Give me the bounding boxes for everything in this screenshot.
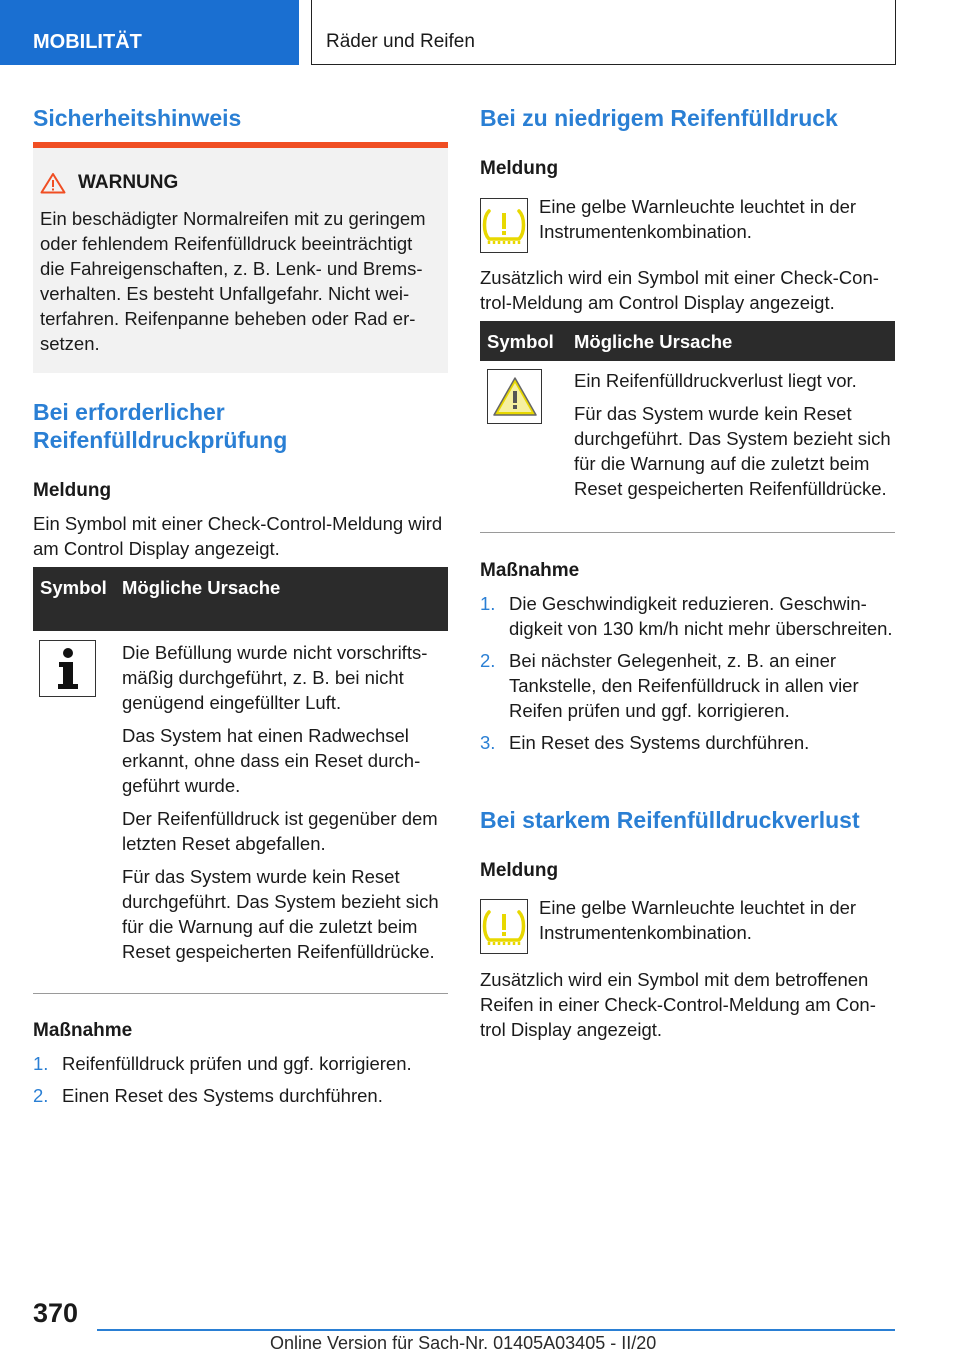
right-lamp-row-2 bbox=[480, 895, 895, 954]
chapter-tab[interactable]: MOBILITÄT bbox=[0, 0, 299, 65]
left-cause-2: Das System hat einen Radwechsel erkannt, ohne dass ein Reset durchgeführt wurde. bbox=[122, 725, 421, 796]
left-steps bbox=[33, 1051, 448, 1115]
left-meldung: Meldung bbox=[33, 480, 112, 501]
right-cause-2: Für das System wurde kein Reset durchgeführt. Das System bezieht sich für die Warnung auf die zuletzt beim Reset gespeicherten Reifenfülldrücke. bbox=[574, 403, 891, 499]
left-table-head-symbol: Symbol bbox=[40, 577, 107, 598]
left-table-head-cause: Mögliche Ursache bbox=[122, 577, 281, 598]
right-table-head bbox=[480, 321, 895, 361]
warning-text: Ein beschädigter Normalreifen mit zu geringem oder fehlendem Reifenfülldruck beeinträchtigt die Fahreigenschaften, z. B. Lenk- und Bremsverhalten. Es besteht Unfallgefahr. Nicht weiterfahren. Reifenpanne beheben oder Rad ersetzen. bbox=[40, 208, 426, 354]
right-meldung: Meldung bbox=[480, 158, 559, 179]
strong-loss-title: Bei starkem Reifenfülldruckverlust bbox=[480, 807, 860, 833]
right-lamp-row bbox=[480, 194, 895, 253]
right-massnahme: Maßnahme bbox=[480, 560, 580, 581]
tpms-warning-icon bbox=[480, 198, 528, 253]
list-item: 2. Einen Reset des Systems durchführen. bbox=[33, 1085, 383, 1106]
warning-box bbox=[33, 142, 448, 373]
right-cause-1: Ein Reifenfülldruckverlust liegt vor. bbox=[574, 370, 857, 391]
left-cause-1: Die Befüllung wurde nicht vorschriftsmäßig durchgeführt, z. B. bei nicht genügend eingefüllter Luft. bbox=[122, 642, 428, 713]
right-additional: Zusätzlich wird ein Symbol mit einer Check-Control-Meldung am Control Display angezeigt. bbox=[480, 267, 879, 313]
list-item: 1. Reifenfülldruck prüfen und ggf. korrigieren. bbox=[33, 1053, 412, 1074]
right-steps bbox=[480, 591, 895, 762]
footer-divider bbox=[97, 1329, 895, 1331]
safety-title: Sicherheitshinweis bbox=[33, 105, 242, 131]
right-table-head-cause: Mögliche Ursache bbox=[574, 331, 733, 352]
left-massnahme: Maßnahme bbox=[33, 1020, 133, 1041]
left-table-head bbox=[33, 567, 448, 631]
left-intro: Ein Symbol mit einer Check-Control-Meldung wird am Control Display angezeigt. bbox=[33, 513, 443, 559]
right-meldung-2: Meldung bbox=[480, 860, 559, 881]
left-cause-4: Für das System wurde kein Reset durchgeführt. Das System bezieht sich für die Warnung auf die zuletzt beim Reset gespeicherten Reifenfülldrücke. bbox=[122, 866, 439, 962]
right-table-head-symbol: Symbol bbox=[487, 331, 554, 352]
section-header: Räder und Reifen bbox=[311, 0, 896, 65]
tpms-warning-icon bbox=[480, 899, 528, 954]
check-title: Bei erforderlicher Reifenfülldruckprüfung bbox=[33, 399, 288, 453]
list-item: 2. Bei nächster Gelegenheit, z. B. an einer Tankstelle, den Reifenfülldruck in allen vier Reifen prüfen und ggf. korrigieren. bbox=[480, 650, 859, 721]
left-cause-3: Der Reifenfülldruck ist gegenüber dem letzten Reset abgefallen. bbox=[122, 808, 438, 854]
info-icon bbox=[39, 640, 96, 697]
yellow-triangle-icon bbox=[487, 369, 542, 424]
right-lamp-text-2: Eine gelbe Warnleuchte leuchtet in der Instrumentenkombination. bbox=[539, 897, 857, 943]
warning-triangle-icon bbox=[40, 172, 66, 194]
right-lamp-text: Eine gelbe Warnleuchte leuchtet in der Instrumentenkombination. bbox=[539, 196, 857, 242]
left-table-row bbox=[33, 631, 448, 994]
low-pressure-title: Bei zu niedrigem Reifenfülldruck bbox=[480, 105, 838, 131]
warning-label: WARNUNG bbox=[78, 172, 179, 193]
list-item: 1. Die Geschwindigkeit reduzieren. Geschwindigkeit von 130 km/h nicht mehr überschreiten. bbox=[480, 593, 893, 639]
right-table-row bbox=[480, 361, 895, 533]
list-item: 3. Ein Reset des Systems durchführen. bbox=[480, 732, 810, 753]
page-number: 370 bbox=[33, 1298, 79, 1328]
online-version-link[interactable]: Online Version für Sach-Nr. 01405A03405 - II/20 bbox=[270, 1333, 657, 1353]
warning-head bbox=[40, 168, 442, 198]
right-additional-2: Zusätzlich wird ein Symbol mit dem betroffenen Reifen in einer Check-Control-Meldung am Control Display angezeigt. bbox=[480, 969, 876, 1040]
